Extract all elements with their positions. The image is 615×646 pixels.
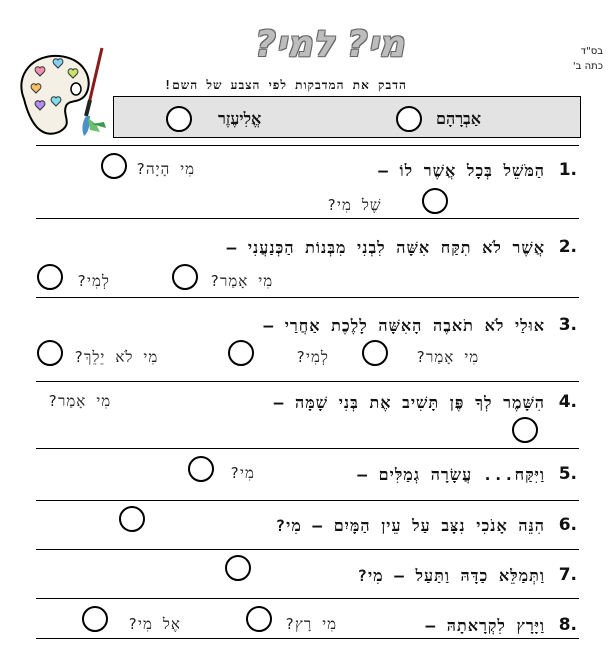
sticker-circle [188, 456, 214, 482]
paint-palette-icon [14, 44, 114, 140]
sticker-circle [362, 340, 388, 366]
question-number: 7. [558, 565, 577, 585]
sticker-circle [225, 555, 251, 581]
question-text: הִשָּׁמֶר לְךָ פֶּן תָּשִׁיב אֶת בְּנִי שָׁמָּה – [273, 393, 545, 412]
question-number: 3. [558, 315, 577, 335]
sticker-circle [166, 106, 192, 132]
divider [36, 500, 579, 501]
question-number: 2. [558, 237, 577, 257]
question-ask: אֶל מִי? [128, 615, 181, 633]
question-text: הִנֵּה אָנֹכִי נִצָּב עַל עֵין הַמָּיִם – מִי? [275, 516, 545, 535]
corner-line-1: בס"ד [580, 46, 603, 57]
divider [36, 145, 579, 146]
question-ask: מִי הָיָה? [136, 160, 196, 178]
sticker-circle [37, 340, 63, 366]
sticker-circle [82, 606, 108, 632]
sticker-circle [101, 153, 127, 179]
question-text: אֲשֶׁר לֹא תִקַּח אִשָּׁה לִבְנִי מִבְּנוֹת הַכְּנַעֲנִי – [226, 238, 545, 257]
divider [36, 448, 579, 449]
divider [36, 598, 579, 599]
question-text: וַיָּרָץ לִקְרָאתָהּ – [425, 616, 545, 635]
divider [36, 297, 579, 298]
divider [36, 381, 579, 382]
question-number: 6. [558, 515, 577, 535]
question-ask: מִי רָץ? [285, 615, 338, 633]
question-ask: מִי? [230, 464, 255, 482]
instruction-text: הדבק את המדבקות לפי הצבע של השם! [164, 78, 407, 92]
sticker-circle [422, 188, 448, 214]
question-number: 5. [558, 464, 577, 484]
sticker-circle [228, 340, 254, 366]
question-text: וַתְּמַלֵּא כַדָּהּ וַתַּעַל – מִי? [357, 566, 545, 585]
sticker-circle [246, 606, 272, 632]
names-box [113, 96, 581, 138]
sticker-circle [396, 106, 422, 132]
page-title: מי? למי? [255, 24, 405, 65]
question-ask: לְמִי? [77, 272, 110, 290]
question-number: 1. [558, 160, 577, 180]
question-number: 4. [558, 392, 577, 412]
sticker-circle [119, 506, 145, 532]
question-ask: מִי אָמַר? [48, 392, 112, 410]
divider [36, 218, 579, 219]
question-ask: מִי לֹא יֵלֵךְ? [74, 348, 159, 366]
sticker-circle [512, 417, 538, 443]
sticker-circle [37, 264, 63, 290]
sticker-circle [172, 264, 198, 290]
question-number: 8. [558, 615, 577, 635]
question-text: הַמֹּשֵׁל בְּכָל אֲשֶׁר לוֹ – [378, 161, 545, 180]
question-text: אוּלַי לֹא תֹאבֶה הָאִשָּׁה לָלֶכֶת אַחֲרַי – [263, 316, 545, 335]
corner-line-2: כתה ב' [572, 61, 603, 72]
header-corner [573, 44, 603, 74]
question-ask: לְמִי? [296, 348, 329, 366]
question-text: וַיִּקַּח... עֲשָׂרָה גְמַלִּים – [357, 465, 545, 484]
question-ask: מִי אָמַר? [416, 348, 480, 366]
name-avraham: אַבְרָהָם [436, 109, 482, 128]
name-eliezer: אֱלִיעֶזֶר [218, 109, 262, 128]
divider [36, 549, 579, 550]
question-ask: שֶׁל מִי? [327, 196, 382, 214]
divider [36, 638, 579, 639]
question-ask: מִי אָמַר? [210, 272, 274, 290]
